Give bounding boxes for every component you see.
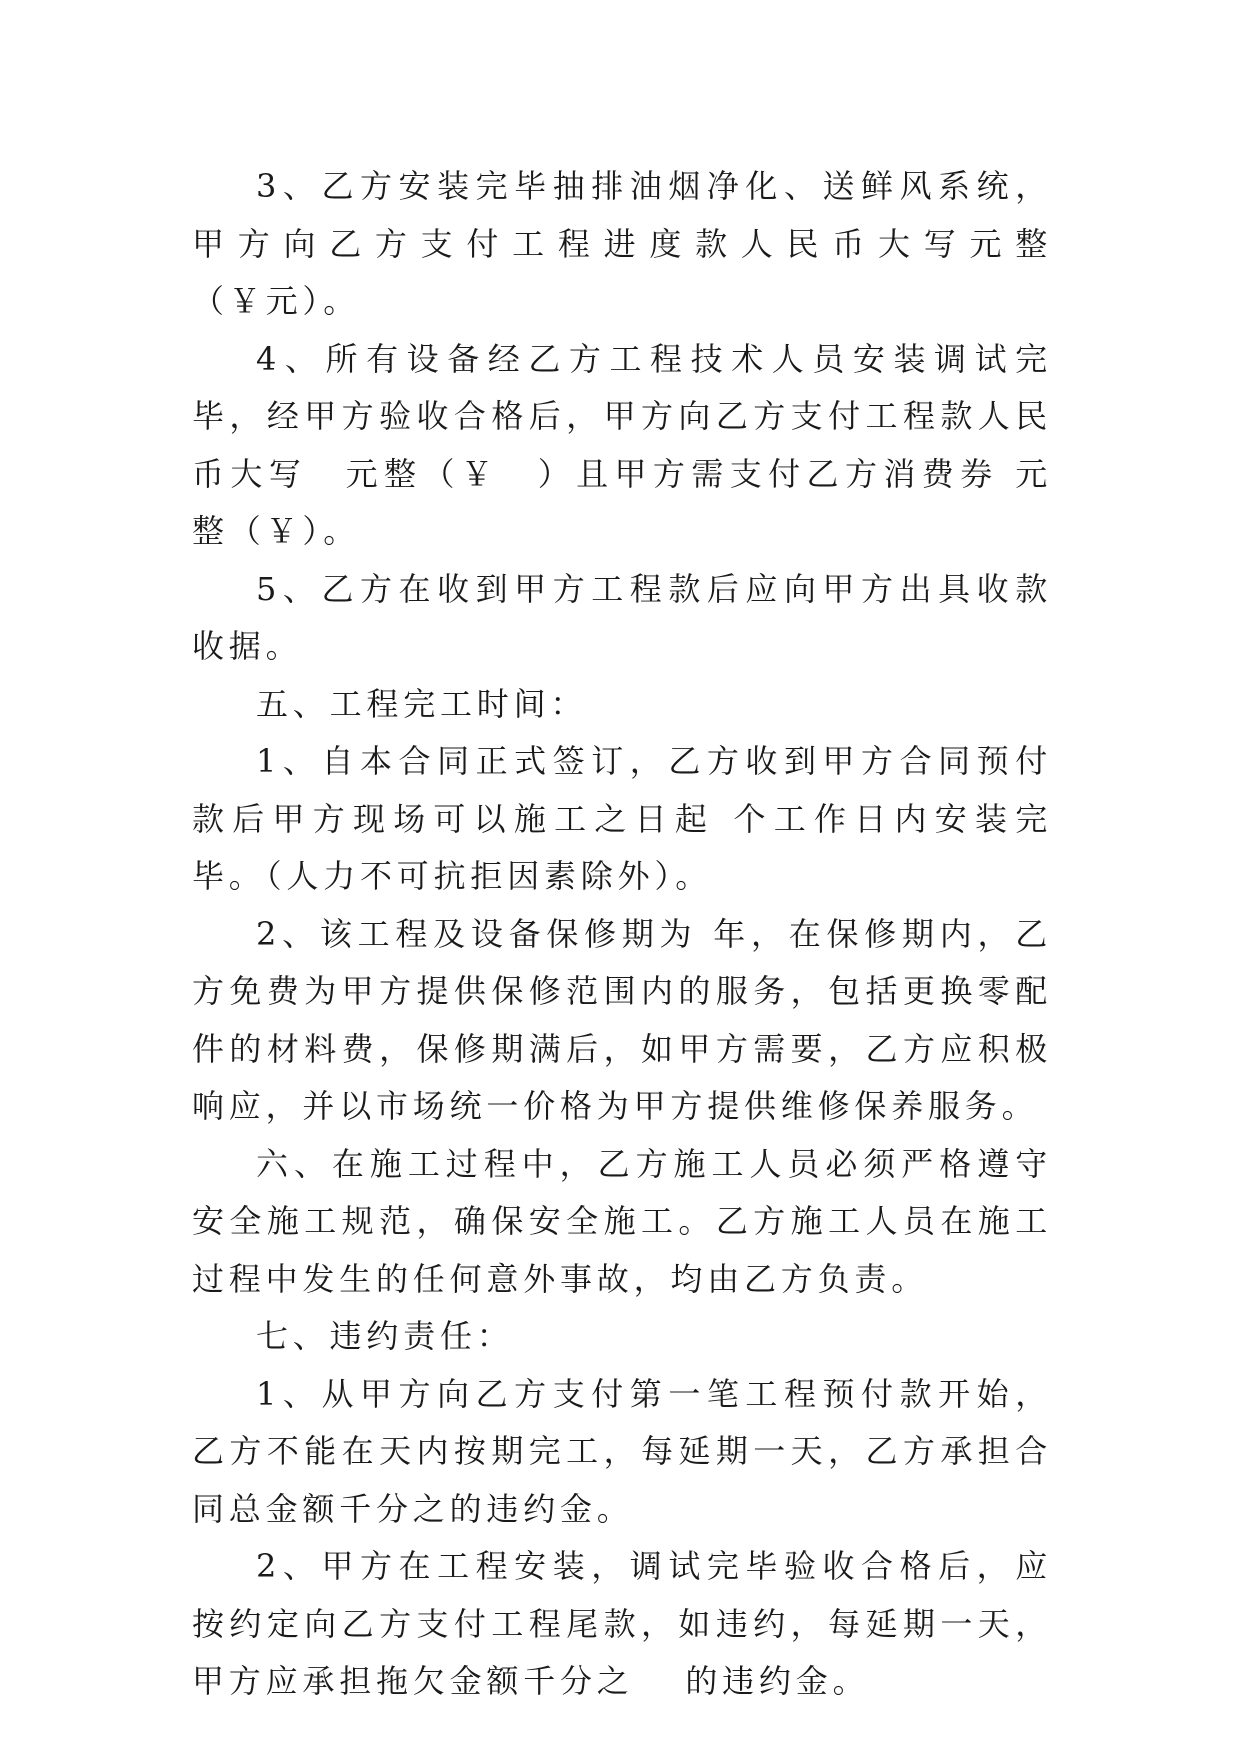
clause-5-1-completion-time: 1、自本合同正式签订，乙方收到甲方合同预付款后甲方现场可以施工之日起 个工作日内安装完毕。（人力不可抗拒因素除外）。 <box>192 742 1052 895</box>
section-5-heading: 五、工程完工时间： <box>256 684 588 723</box>
document-page <box>192 158 1052 1711</box>
clause-4-acceptance-payment: 4、所有设备经乙方工程技术人员安装调试完毕，经甲方验收合格后，甲方向乙方支付工程款人民币大写 元整（￥ ）且甲方需支付乙方消费券 元整（￥）。 <box>192 339 1052 550</box>
clause-5-receipt: 5、乙方在收到甲方工程款后应向甲方出具收款收据。 <box>192 569 1052 665</box>
clause-5-2-warranty: 2、该工程及设备保修期为 年，在保修期内，乙方免费为甲方提供保修范围内的服务，包括更换零配件的材料费，保修期满后，如甲方需要，乙方应积极响应，并以市场统一价格为甲方提供维修保养服务。 <box>192 914 1052 1125</box>
clause-3-progress-payment: 3、乙方安装完毕抽排油烟净化、送鲜风系统，甲方向乙方支付工程进度款人民币大写元整（￥元）。 <box>192 167 1052 320</box>
clause-7-1-contractor-penalty: 1、从甲方向乙方支付第一笔工程预付款开始，乙方不能在天内按期完工，每延期一天，乙方承担合同总金额千分之的违约金。 <box>192 1374 1052 1528</box>
section-6-safety: 六、在施工过程中，乙方施工人员必须严格遵守安全施工规范，确保安全施工。乙方施工人员在施工过程中发生的任何意外事故，均由乙方负责。 <box>192 1144 1052 1298</box>
clause-7-2-client-penalty: 2、甲方在工程安装，调试完毕验收合格后，应按约定向乙方支付工程尾款，如违约，每延期一天，甲方应承担拖欠金额千分之 的违约金。 <box>192 1547 1052 1700</box>
section-7-heading: 七、违约责任： <box>256 1317 514 1355</box>
